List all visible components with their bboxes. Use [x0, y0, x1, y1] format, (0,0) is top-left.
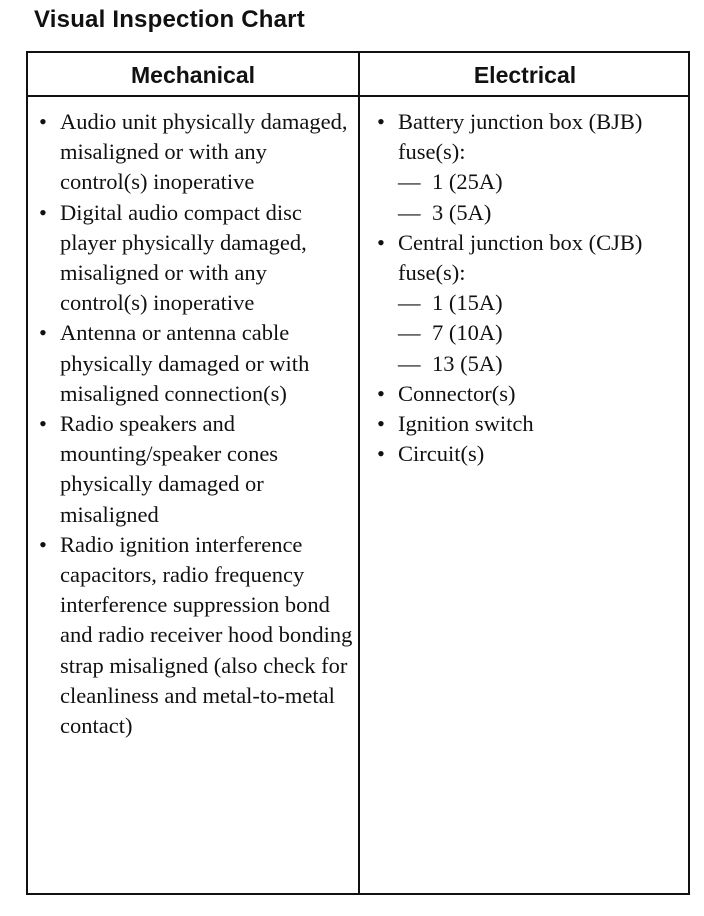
- electrical-column-header: Electrical: [473, 62, 577, 88]
- dash-icon: —: [398, 320, 421, 346]
- electrical-item-text: Battery junction box (BJB) fuse(s):: [398, 109, 643, 165]
- fuse-subitem-text: 7 (10A): [432, 320, 503, 346]
- mechanical-item-text: Digital audio compact disc player physically damaged, misaligned or with any control(s) inoperative: [60, 199, 307, 316]
- column-divider: [358, 53, 360, 893]
- header-divider: [28, 95, 688, 97]
- bullet-icon: •: [39, 531, 47, 557]
- mechanical-item-cd-player: [34, 198, 354, 319]
- bullet-icon: •: [377, 229, 385, 255]
- electrical-item-text: Connector(s): [398, 380, 516, 406]
- bullet-icon: •: [377, 109, 385, 134]
- mechanical-item-text: Radio speakers and mounting/speaker cones physically damaged or misaligned: [60, 411, 279, 527]
- dash-icon: —: [398, 350, 421, 376]
- fuse-subitem: [398, 288, 684, 318]
- fuse-subitem-text: 3 (5A): [432, 199, 492, 225]
- electrical-item-connectors: [372, 379, 684, 409]
- electrical-item-text: Ignition switch: [398, 411, 534, 437]
- mechanical-item-speakers: [34, 409, 354, 530]
- mechanical-item-text: Antenna or antenna cable physically damaged or with misaligned connection(s): [60, 320, 310, 406]
- mechanical-item-text: Audio unit physically damaged, misaligned or with any control(s) inoperative: [60, 109, 348, 195]
- bullet-icon: •: [377, 380, 385, 406]
- bullet-icon: •: [39, 109, 47, 134]
- electrical-item-text: Central junction box (CJB) fuse(s):: [398, 229, 643, 286]
- electrical-item-ignition-switch: [372, 409, 684, 439]
- fuse-subitem-text: 1 (15A): [432, 290, 503, 316]
- fuse-subitem-text: 13 (5A): [432, 350, 503, 376]
- fuse-subitem: [398, 198, 684, 228]
- electrical-item-cjb-fuses: [372, 228, 684, 379]
- dash-icon: —: [398, 199, 421, 225]
- fuse-subitem: [398, 318, 684, 348]
- bullet-icon: •: [377, 411, 385, 437]
- visual-inspection-table: [26, 51, 690, 895]
- mechanical-list: [34, 107, 354, 741]
- mechanical-item-antenna: [34, 318, 354, 409]
- fuse-subitem-text: 1 (25A): [432, 169, 503, 195]
- fuse-subitem: [398, 349, 684, 379]
- electrical-item-text: Circuit(s): [398, 441, 485, 467]
- bullet-icon: •: [39, 411, 47, 437]
- mechanical-item-audio-unit: [34, 107, 354, 198]
- page-title: Visual Inspection Chart: [34, 6, 305, 33]
- dash-icon: —: [398, 290, 421, 316]
- electrical-list: [372, 107, 684, 469]
- mechanical-column-header: Mechanical: [131, 62, 255, 88]
- bullet-icon: •: [377, 441, 385, 467]
- mechanical-item-text: Radio ignition interference capacitors, radio frequency interference suppression bond and radio receiver hood bonding strap misaligned (also check for cleanliness and metal-to-metal contact): [60, 531, 353, 739]
- mechanical-item-ignition-capacitors: [34, 530, 354, 741]
- electrical-item-circuits: [372, 439, 684, 469]
- electrical-item-bjb-fuses: [372, 107, 684, 228]
- bullet-icon: •: [39, 320, 47, 346]
- bullet-icon: •: [39, 199, 47, 225]
- dash-icon: —: [398, 169, 421, 195]
- fuse-subitem: [398, 167, 684, 197]
